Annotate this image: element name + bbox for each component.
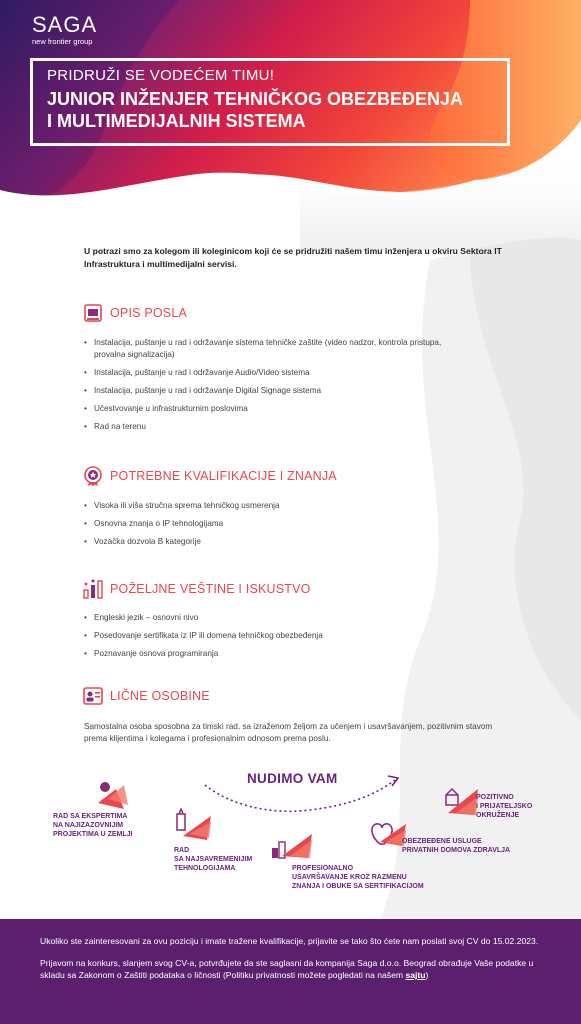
job-title-line-2: I MULTIMEDIJALNIH SISTEMA [47,111,306,131]
list-item: • Rad na terenu [84,421,474,433]
job-title [47,88,507,132]
section-title-text: LIČNE OSOBINE [110,689,210,703]
benefit-line: USAVRŠAVANJE KROZ RAZMENU [292,874,407,881]
friendly-environment-icon [440,783,480,820]
hero-banner [0,0,581,250]
privacy-notice [40,957,541,982]
section-title-kvalifikacije [82,465,337,487]
job-description-icon [82,302,104,324]
list-item: • Engleski jezik – osnovni nivo [84,612,474,624]
section-title-vestine [82,578,311,600]
experts-icon [96,779,130,814]
list-item: • Poznavanje osnova programiranja [84,648,474,660]
section-title-osobine [82,685,210,707]
saga-logo [32,14,97,47]
offer-title: NUDIMO VAM [247,771,338,786]
section-title-text: POTREBNE KVALIFIKACIJE I ZNANJA [110,469,337,483]
list-item: • Instalacija, puštanje u rad i održavanje sistema tehničke zaštite (video nadzor, kontrola pristupa, provalna signalizacija) [84,337,474,361]
privacy-text-end: ) [425,970,429,980]
training-icon [268,830,314,865]
skills-chart-icon [82,578,104,600]
personal-traits-text: Samostalna osoba sposobna za timski rad, sa izraženom željom za učenjem i usavršavanjem, pozitivnim stavom prema klijentima i kolegama i profesionalnim odnosom prema poslu. [84,722,493,743]
list-item: • Visoka ili viša stručna sprema tehničkog usmerenja [84,500,474,512]
list-item: • Instalacija, puštanje u rad i održavanje Digital Signage sistema [84,385,474,397]
job-description-list [84,337,474,439]
benefit-line: POZITIVNO [476,794,514,801]
headline-box [30,58,510,146]
benefit-training [292,864,424,891]
qualifications-list [84,500,474,554]
logo-wordmark: SAGA [32,12,98,37]
benefit-health [402,837,510,855]
benefit-line: PROFESIONALNO [292,865,354,872]
technology-icon [173,808,213,845]
benefit-line: PRIVATNIH DOMOVA ZDRAVLJA [402,847,511,854]
benefit-line: I PRIJATELJSKO [476,803,533,810]
benefit-line: RAD [174,847,190,854]
list-item: • Posedovanje sertifikata iz IP ili domena tehničkog obezbeđenja [84,630,474,642]
privacy-link[interactable]: sajtu [405,970,426,980]
logo-tagline: new frontier group [32,37,93,46]
list-item: • Instalacija, puštanje u rad i održavanje Audio/Video sistema [84,367,474,379]
section-title-opis [82,302,187,324]
footer [0,919,581,1024]
benefit-line: OBEZBEĐENE USLUGE [402,838,482,845]
benefit-line: NA NAJIZAZOVNIJIM [53,822,124,829]
list-item: • Osnovna znanja o IP tehnologijama [84,518,474,530]
benefit-line: ZNANJA I OBUKE SA SERTIFIKACIJOM [292,883,424,890]
list-item: • Vozačka dozvola B kategorije [84,536,474,548]
section-title-text: OPIS POSLA [110,306,188,320]
benefit-line: PROJEKTIMA U ZEMLJI [53,831,133,838]
headline-kicker: PRIDRUŽI SE VODEĆEM TIMU! [47,67,275,84]
list-item: • Učestvovanje u infrastrukturnim poslovima [84,403,474,415]
skills-list [84,612,474,666]
intro-text: U potrazi smo za kolegom ili koleginicom koji će se pridružiti našem timu inženjera u okviru Sektora IT Infrastruktura i multimedijalni servisi. [84,246,502,269]
badge-star-icon [82,465,104,487]
application-instructions: Ukoliko ste zainteresovani za ovu poziciju i imate tražene kvalifikacije, prijavite se tako što ćete nam poslati svoj CV do 15.02.2023. [40,936,539,946]
benefit-experts [53,812,132,839]
benefit-line: TEHNOLOGIJAMA [174,865,236,872]
benefit-friendly [476,793,532,820]
section-title-text: POŽELJNE VEŠTINE I ISKUSTVO [110,582,311,596]
profile-card-icon [82,685,104,707]
benefit-line: SA NAJSAVREMENIJIM [174,856,253,863]
privacy-text: Prijavom na konkurs, slanjem svog CV-a, potvrđujete da ste saglasni da kompanija Saga d.o.o. Beograd obrađuje Vaše podatke u skladu sa Zakonom o Zaštiti podataka o ličnosti (Politiku privatnosti možete pogledati na našem [40,957,534,980]
job-title-line-1: JUNIOR INŽENJER TEHNIČKOG OBEZBEĐENJA [47,89,464,109]
benefit-technology [174,846,252,873]
benefit-line: RAD SA EKSPERTIMA [53,813,128,820]
benefit-line: OKRUŽENJE [476,812,520,819]
